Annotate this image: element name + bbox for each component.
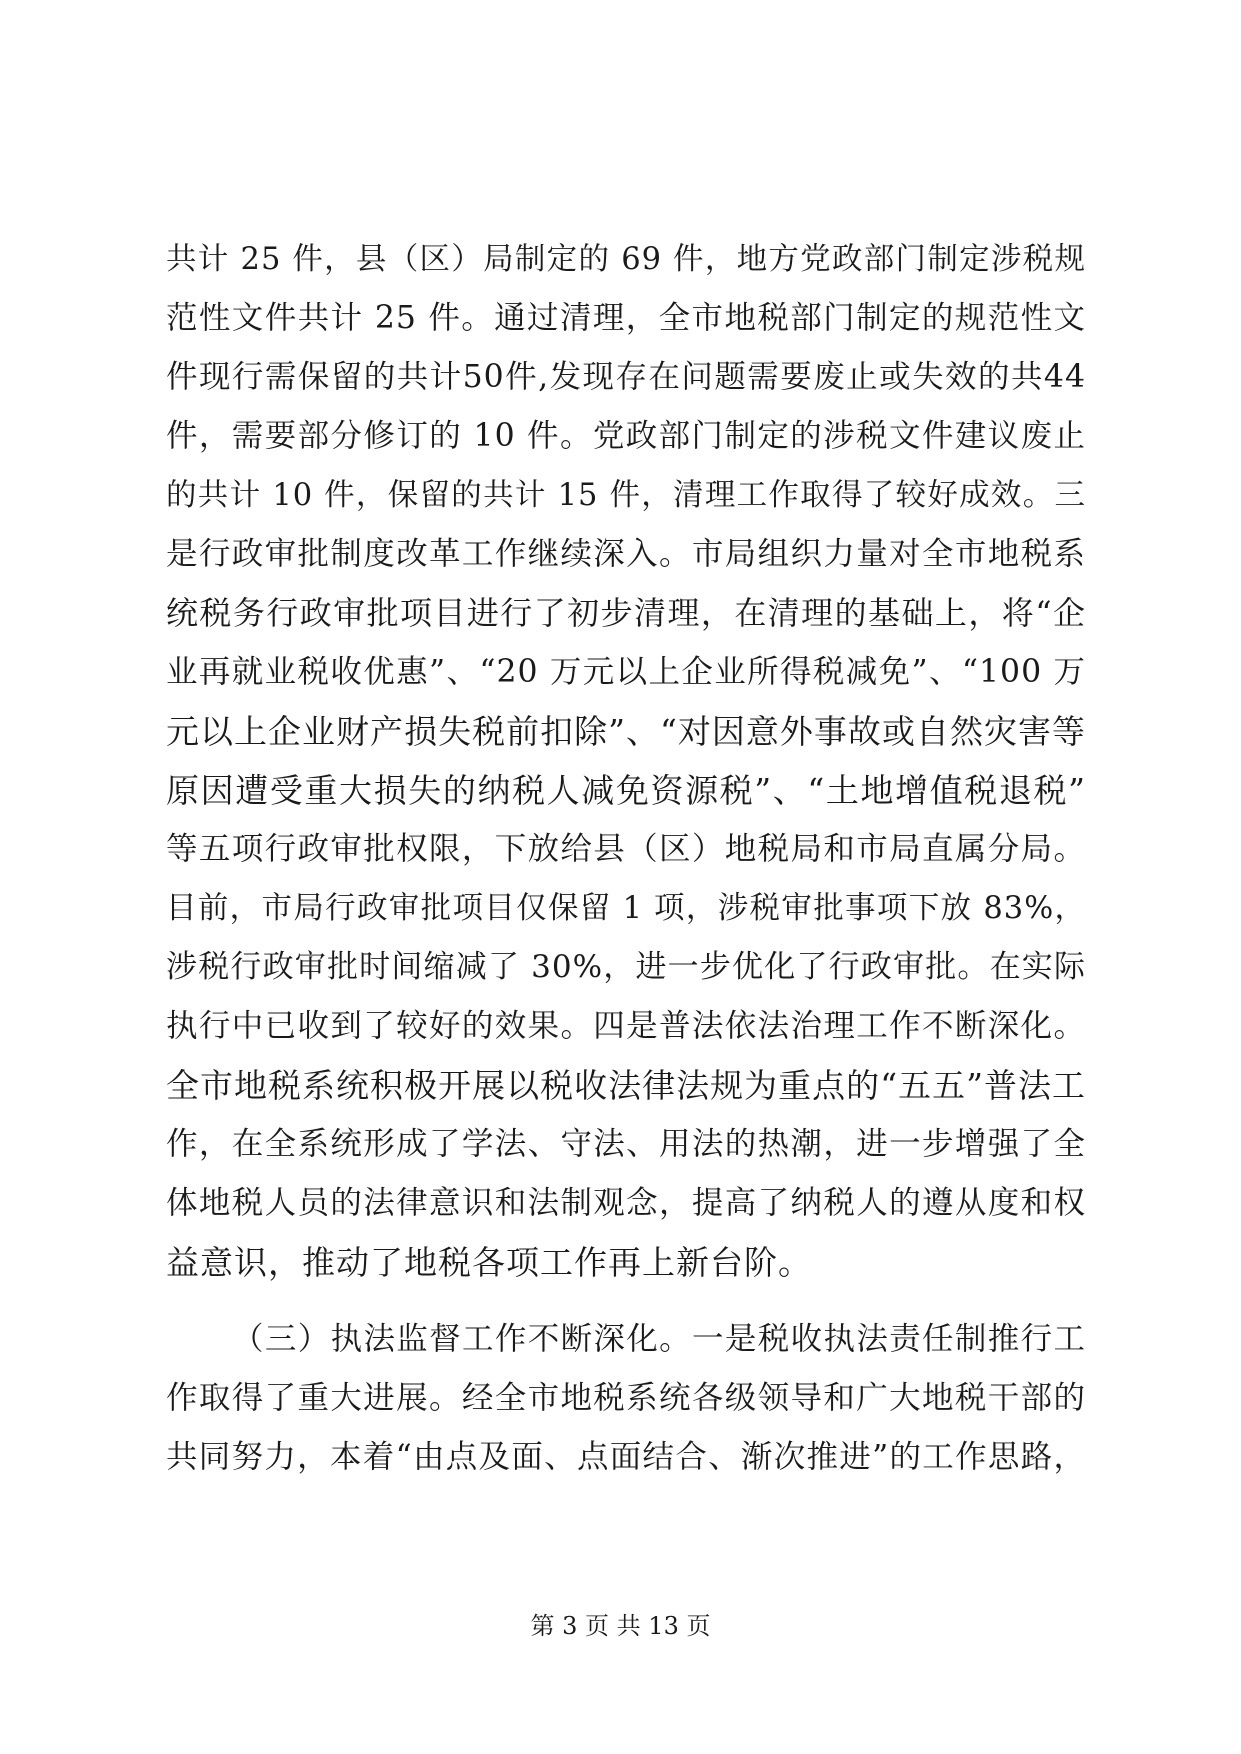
text-line: 全市地税系统积极开展以税收法律法规为重点的“五五”普法工 [166, 1066, 1086, 1105]
text-line: 作，在全系统形成了学法、守法、用法的热潮，进一步增强了全 [166, 1126, 1086, 1162]
page-number-footer: 第 3 页 共 13 页 [530, 1612, 711, 1640]
text-line: 涉税行政审批时间缩减了 30%，进一步优化了行政审批。在实际 [166, 949, 1086, 985]
text-line: 范性文件共计 25 件。通过清理，全市地税部门制定的规范性文 [166, 300, 1086, 336]
paragraph-1 [166, 230, 1086, 1292]
text-line: （三）执法监督工作不断深化。一是税收执法责任制推行工 [232, 1321, 1086, 1357]
text-line: 执行中已收到了较好的效果。四是普法依法治理工作不断深化。 [166, 1008, 1086, 1044]
document-body [166, 230, 1086, 1487]
text-line: 共同努力，本着“由点及面、点面结合、渐次推进”的工作思路， [166, 1439, 1086, 1475]
text-line: 共计 25 件，县（区）局制定的 69 件，地方党政部门制定涉税规 [166, 242, 1086, 277]
text-line: 件，需要部分修订的 10 件。党政部门制定的涉税文件建议废止 [166, 418, 1086, 454]
paragraph-2 [166, 1310, 1086, 1487]
text-line: 统税务行政审批项目进行了初步清理，在清理的基础上，将“企 [166, 594, 1086, 632]
text-line: 作取得了重大进展。经全市地税系统各级领导和广大地税干部的 [166, 1380, 1086, 1416]
text-line: 等五项行政审批权限，下放给县（区）地税局和市局直属分局。 [166, 831, 1086, 867]
text-line: 目前，市局行政审批项目仅保留 1 项，涉税审批事项下放 83%， [166, 891, 1086, 926]
text-line: 件现行需保留的共计50件,发现存在问题需要废止或失效的共44 [166, 359, 1086, 395]
text-line: 是行政审批制度改革工作继续深入。市局组织力量对全市地税系 [166, 536, 1086, 572]
text-line: 体地税人员的法律意识和法制观念，提高了纳税人的遵从度和权 [166, 1185, 1086, 1221]
text-line: 业再就业税收优惠”、“20 万元以上企业所得税减免”、“100 万 [166, 654, 1086, 690]
text-line: 的共计 10 件，保留的共计 15 件，清理工作取得了较好成效。三 [166, 478, 1086, 513]
text-line: 原因遭受重大损失的纳税人减免资源税”、“土地增值税退税” [166, 771, 1086, 810]
text-line: 益意识，推动了地税各项工作再上新台阶。 [166, 1243, 812, 1282]
paragraph-gap [166, 1292, 1086, 1310]
text-line: 元以上企业财产损失税前扣除”、“对因意外事故或自然灾害等 [166, 712, 1086, 751]
